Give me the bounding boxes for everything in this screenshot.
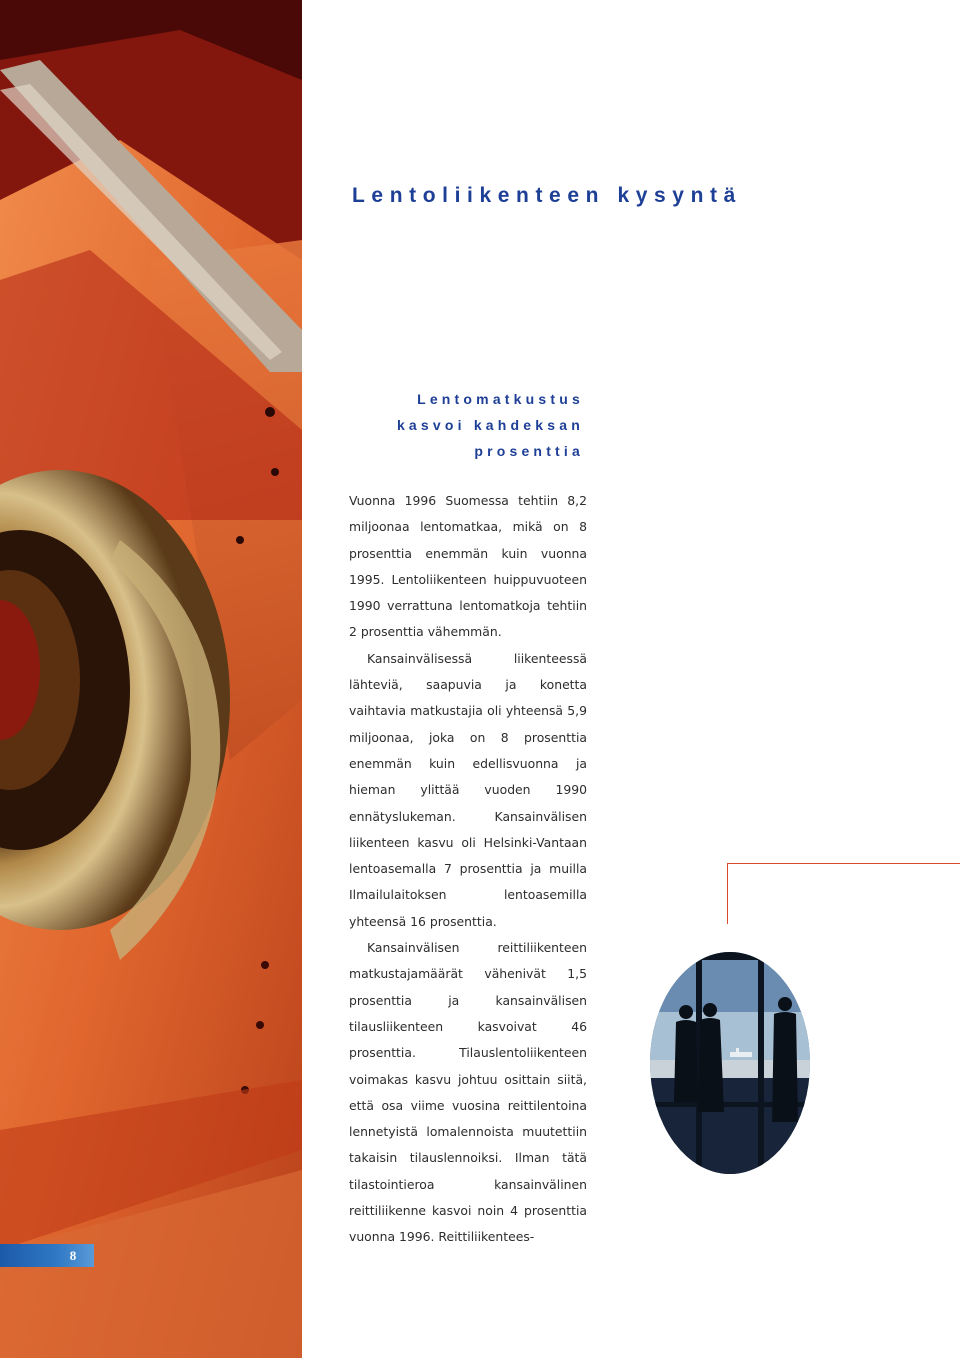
airport-window-photo xyxy=(650,952,810,1174)
paragraph: Kansainvälisessä liikenteessä lähteviä, saapuvia ja konetta vaihtavia matkustajia oli yhteensä 5,9 miljoonaa, joka on 8 prosenttia enemmän kuin edellisvuonna ja hieman ylittää vuoden 1990 ennätyslukeman. Kansainvälisen liikenteen kasvu oli Helsinki-Vantaan lentoasemalla 7 prosenttia ja muilla Ilmailulaitoksen lentoasemilla yhteensä 16 prosenttia. xyxy=(349,650,587,929)
airport-window-illustration xyxy=(650,952,810,1174)
page-number: 8 xyxy=(69,1248,77,1263)
section-heading xyxy=(352,386,584,464)
section-heading-line: prosenttia xyxy=(474,443,584,459)
page-title: Lentoliikenteen kysyntä xyxy=(352,184,742,207)
body-text xyxy=(349,488,587,1251)
paragraph: Vuonna 1996 Suomessa tehtiin 8,2 miljoonaa lentomatkaa, mikä on 8 prosenttia enemmän kuin vuonna 1995. Lentoliikenteen huippuvuoteen 1990 verrattuna lentomatkoja tehtiin 2 prosenttia vähemmän. xyxy=(349,493,587,640)
engine-photo xyxy=(0,0,302,1358)
section-heading-line: kasvoi kahdeksan xyxy=(396,417,584,433)
engine-photo-illustration xyxy=(0,0,302,1358)
section-heading-line: Lentomatkustus xyxy=(417,391,584,407)
paragraph: Kansainvälisen reittiliikenteen matkustajamäärät vähenivät 1,5 prosenttia ja kansainvälisen tilausliikenteen kasvoivat 46 prosenttia. Tilauslentoliikenteen voimakas kasvu johtuu osittain siitä, että osa viime vuosina reittilentoina lennetyistä lomalennoista muutettiin takaisin tilauslennoiksi. Ilman tätä tilastointieroa kansainvälinen reittiliikenne kasvoi noin 4 prosenttia vuonna 1996. Reittiliikentees- xyxy=(349,940,587,1245)
accent-line xyxy=(727,863,960,924)
